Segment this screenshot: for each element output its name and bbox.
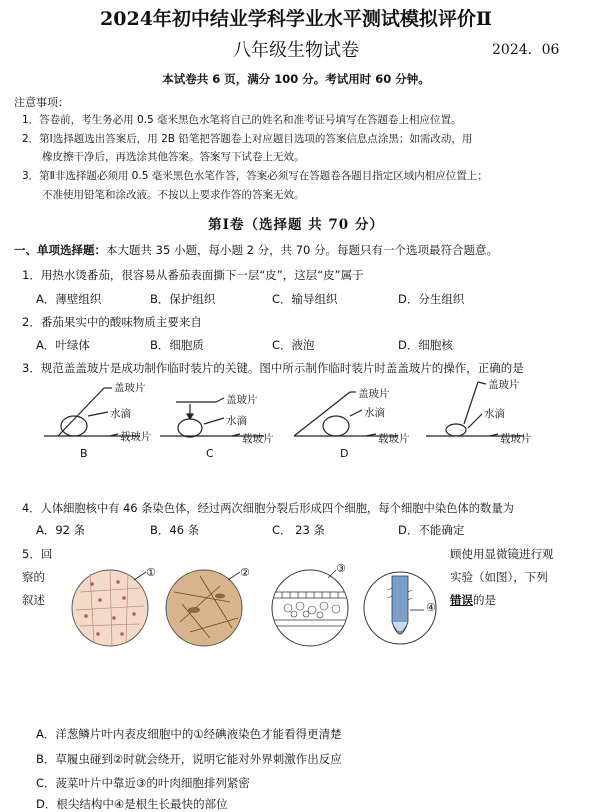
marker-1: ① — [146, 566, 156, 579]
microscope-images — [70, 562, 440, 652]
question-4-stem: 4．人体細胞核中有 46 条染色体，经过两次细胞分裂后形成四个细胞，每个细胞中染色体的数量为 — [22, 502, 514, 515]
question-5-stem-right-3-text: 的是 — [473, 593, 496, 607]
question-2-option-d: D．细胞核 — [398, 338, 453, 352]
section-title: 第Ⅰ卷（选择题 共 70 分） — [208, 217, 384, 233]
exam-title: 2024年初中结业学科学业水平测试模拟评价Ⅱ — [100, 8, 492, 30]
onion-epidermis-image — [72, 570, 148, 646]
section-instructions — [14, 242, 498, 258]
notes-item-3-cont: 不准使用铅笔和涂改液。不按以上要求作答的答案无效。 — [42, 189, 305, 201]
question-5-option-a: A．洋葱鳞片叶内表皮细胞中的①经碘液染色才能看得更清楚 — [36, 727, 342, 741]
diagram-b-letter: B — [80, 447, 88, 460]
question-4-option-b: B．46 条 — [150, 523, 200, 537]
diagram-b-label-slide: 载玻片 — [120, 431, 152, 443]
diagram-c-label-slide: 载玻片 — [242, 433, 274, 445]
question-5-stem-left-3: 叙述 — [22, 593, 45, 607]
diagram-c-label-cover: 盖玻片 — [226, 394, 258, 406]
diagram-d-label-water: 水滴 — [364, 407, 385, 419]
question-4-option-d: D．不能确定 — [398, 523, 465, 537]
question-5-option-d: D．根尖结构中④是根生长最快的部位 — [36, 797, 228, 811]
diagram-e-label-cover: 盖玻片 — [488, 379, 520, 391]
question-2-option-a: A．叶绿体 — [36, 338, 90, 352]
diagram-d-label-slide: 载玻片 — [378, 433, 410, 445]
question-5-stem-right-2: 实验（如图），下列 — [450, 570, 548, 584]
question-5-stem-left-1: 5．回 — [22, 547, 53, 561]
notes-item-2: 2．第Ⅰ选择题选出答案后，用 2B 铅笔把答题卷上对应题目选项的答案信息点涂黑；如需改动，用 — [22, 133, 473, 145]
notes-item-2-cont: 橡皮擦干净后，再选涂其他答案。答案写下试卷上无效。 — [42, 151, 305, 163]
diagram-b-label-water: 水滴 — [110, 408, 131, 420]
question-5-emphasis: 错误 — [450, 593, 473, 607]
diagram-e-label-water: 水滴 — [484, 408, 505, 420]
diagram-d-letter: D — [340, 447, 349, 460]
question-1-option-b: B．保护组织 — [150, 292, 216, 306]
question-5-stem-right-3 — [450, 592, 496, 608]
diagram-b-label-cover: 盖玻片 — [114, 382, 146, 394]
question-4-option-c: C． 23 条 — [272, 523, 325, 537]
question-1-stem: 1．用热水烫番茄，很容易从番茄表面撕下一层“皮”，这层“皮”属于 — [22, 268, 364, 282]
section-instructions-bold: 一、单项选择题： — [14, 243, 106, 257]
question-4-option-a: A．92 条 — [36, 523, 86, 537]
paramecium-image — [166, 570, 242, 646]
exam-subtitle: 八年级生物试卷 — [233, 40, 359, 61]
question-1-option-c: C．输导组织 — [272, 292, 338, 306]
question-5-stem-right-1: 顾使用显微镜进行观 — [450, 547, 554, 561]
question-2-option-c: C．液泡 — [272, 338, 315, 352]
question-5-stem-left-2: 察的 — [22, 570, 45, 584]
question-1-option-a: A．薄壁组织 — [36, 292, 102, 306]
notes-heading: 注意事项： — [14, 96, 69, 109]
question-5-option-c: C．菠菜叶片中靠近③的叶肉细胞排列紧密 — [36, 776, 250, 790]
question-2-option-b: B．细胞质 — [150, 338, 204, 352]
diagram-e-label-slide: 载玻片 — [500, 433, 532, 445]
question-2-stem: 2．番茄果实中的酸味物质主要来自 — [22, 315, 202, 329]
exam-info: 本试卷共 6 页，满分 100 分。考试用时 60 分钟。 — [162, 72, 430, 86]
notes-item-1: 1．答卷前，考生务必用 0.5 毫米黑色水笔将自己的姓名和准考证号填写在答题卷上相应位置。 — [22, 114, 462, 126]
question-5-option-b: B．草履虫碰到②时就会绕开，说明它能对外界刺激作出反应 — [36, 752, 342, 766]
marker-3: ③ — [336, 562, 346, 575]
question-1-option-d: D．分生组织 — [398, 292, 465, 306]
notes-item-3: 3．第Ⅱ非选择题必须用 0.5 毫米黑色水笔作答，答案必须写在答题卷各题目指定区域内相应位置上； — [22, 170, 488, 182]
marker-4: ④ — [426, 601, 436, 614]
exam-date: 2024．06 — [492, 42, 560, 58]
marker-2: ② — [240, 566, 250, 579]
section-instructions-text: 本大题共 35 小题，每小题 2 分，共 70 分。每题只有一个选项最符合题意。 — [106, 243, 499, 257]
leaf-section-image — [272, 570, 348, 646]
diagram-c-letter: C — [206, 447, 214, 460]
diagram-d-label-cover: 盖玻片 — [358, 388, 390, 400]
question-3-stem: 3．规范盖盖玻片是成功制作临时装片的关键。图中所示制作临时装片时盖盖玻片的操作，正确的是 — [22, 361, 524, 375]
diagram-c-label-water: 水滴 — [226, 415, 247, 427]
